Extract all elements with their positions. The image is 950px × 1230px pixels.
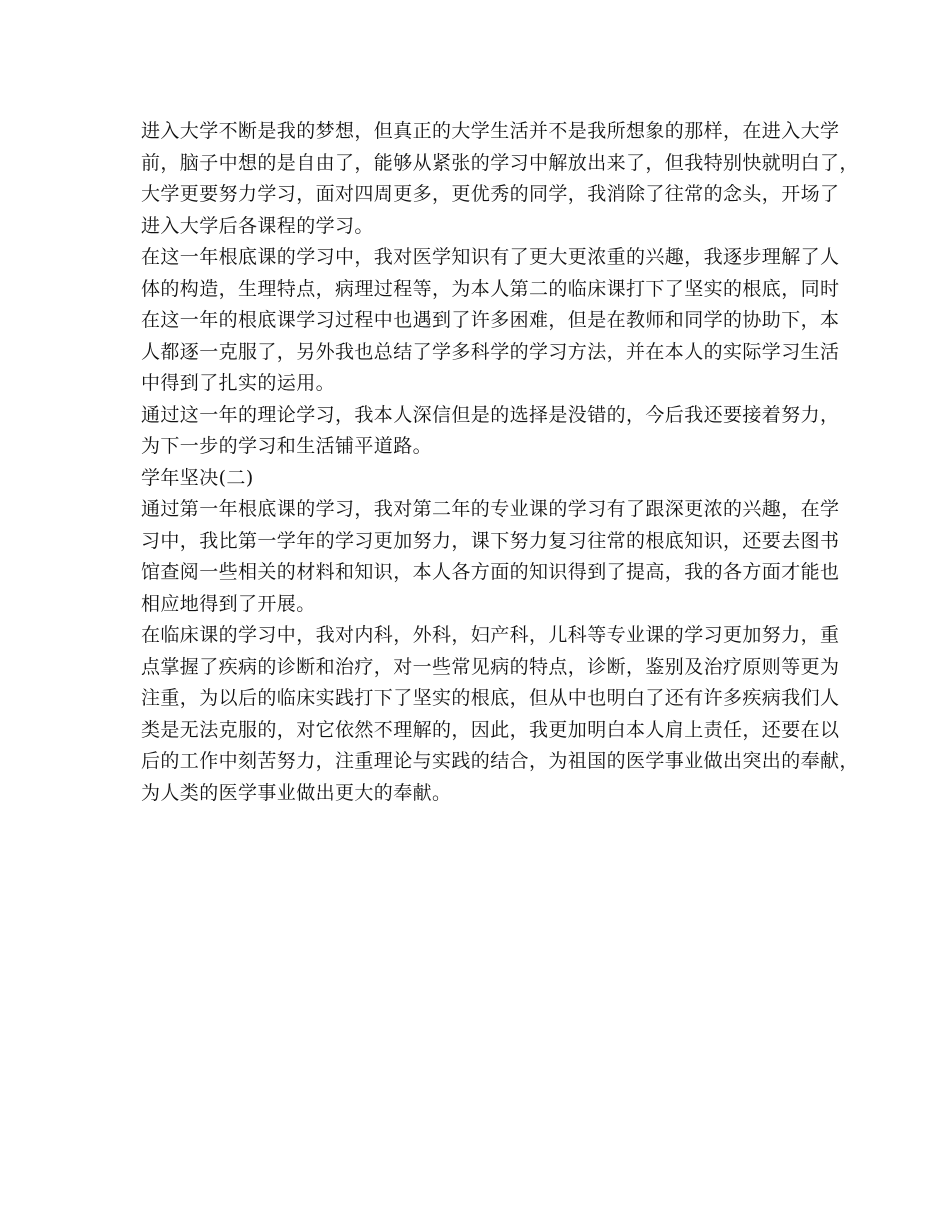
text-line: 中得到了扎实的运用。 bbox=[141, 372, 336, 394]
text-line: 进入大学后各课程的学习。 bbox=[141, 214, 374, 237]
text-line: 体的构造，生理特点，病理过程等，为本人第二的临床课打下了坚实的根底，同时 bbox=[141, 277, 840, 300]
text-line: 为下一步的学习和生活铺平道路。 bbox=[141, 435, 433, 457]
text-line: 后的工作中刻苦努力，注重理论与实践的结合，为祖国的医学事业做出突出的奉献， bbox=[141, 750, 859, 772]
text-line: 大学更要努力学习，面对四周更多，更优秀的同学，我消除了往常的念头，开场了 bbox=[141, 183, 840, 205]
text-line: 人都逐一克服了，另外我也总结了学多科学的学习方法，并在本人的实际学习生活 bbox=[141, 340, 840, 363]
document-body bbox=[141, 116, 859, 809]
text-line: 通过这一年的理论学习，我本人深信但是的选择是没错的，今后我还要接着努力， bbox=[141, 403, 840, 426]
text-line: 相应地得到了开展。 bbox=[141, 592, 316, 615]
section-heading: 学年坚决(二) bbox=[141, 466, 254, 489]
text-line: 前，脑子中想的是自由了，能够从紧张的学习中解放出来了，但我特别快就明白了， bbox=[141, 151, 859, 174]
text-line: 在临床课的学习中，我对内科，外科，妇产科，儿科等专业课的学习更加努力，重 bbox=[141, 624, 840, 646]
text-line: 点掌握了疾病的诊断和治疗，对一些常见病的特点，诊断，鉴别及治疗原则等更为 bbox=[141, 655, 840, 678]
text-line: 馆查阅一些相关的材料和知识，本人各方面的知识得到了提高，我的各方面才能也 bbox=[141, 561, 840, 583]
text-line: 通过第一年根底课的学习，我对第二年的专业课的学习有了跟深更浓的兴趣，在学 bbox=[141, 498, 840, 520]
text-line: 习中，我比第一学年的学习更加努力，课下努力复习往常的根底知识，还要去图书 bbox=[141, 529, 840, 552]
text-line: 在这一年的根底课学习过程中也遇到了许多困难，但是在教师和同学的协助下，本 bbox=[141, 309, 840, 331]
text-line: 为人类的医学事业做出更大的奉献。 bbox=[141, 781, 452, 804]
text-line: 进入大学不断是我的梦想，但真正的大学生活并不是我所想象的那样，在进入大学 bbox=[141, 120, 840, 142]
text-line: 类是无法克服的，对它依然不理解的，因此，我更加明白本人肩上责任，还要在以 bbox=[141, 718, 840, 741]
text-line: 在这一年根底课的学习中，我对医学知识有了更大更浓重的兴趣，我逐步理解了人 bbox=[141, 246, 840, 268]
text-line: 注重，为以后的临床实践打下了坚实的根底，但从中也明白了还有许多疾病我们人 bbox=[141, 687, 840, 709]
